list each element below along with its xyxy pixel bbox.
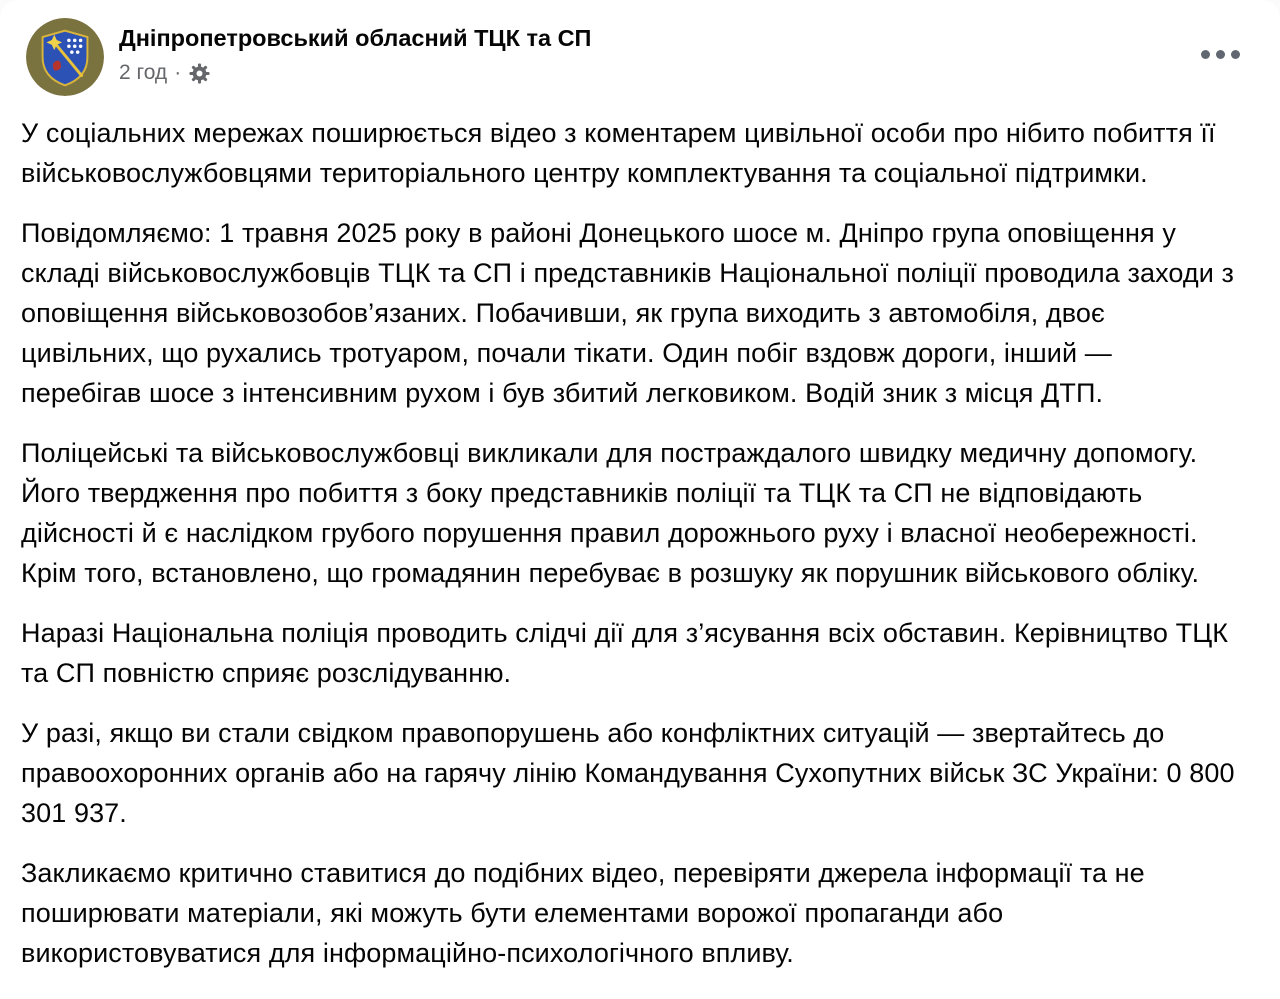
post-meta-row	[119, 61, 1189, 85]
gear-icon	[188, 62, 211, 85]
ellipsis-dot	[1216, 50, 1225, 59]
post-paragraph: Поліцейські та військовослужбовці викликали для постраждалого швидку медичну допомогу. Його твердження про побиття з боку представників поліції та ТЦК та СП не відповідають дійсності й є наслідком грубого порушення правил дорожнього руху і власної необережності. Крім того, встановлено, що громадянин перебуває в розшуку як порушник військового обліку.	[21, 438, 1200, 588]
page-name-link[interactable]: Дніпропетровський обласний ТЦК та СП	[119, 25, 592, 51]
post-header	[0, 0, 1280, 96]
meta-separator: ·	[174, 61, 182, 85]
post-paragraph: Закликаємо критично ставитися до подібних відео, перевіряти джерела інформації та не поширювати матеріали, які можуть бути елементами ворожої пропаганди або використовуватися для інформаційно-психологічного впливу.	[21, 858, 1145, 968]
post-timestamp[interactable]: 2 год	[119, 61, 168, 85]
ellipsis-dot	[1231, 50, 1240, 59]
post-paragraph: У разі, якщо ви стали свідком правопорушень або конфліктних ситуацій — звертайтесь до правоохоронних органів або на гарячу лінію Командування Сухопутних військ ЗС України: 0 800 301 937.	[21, 718, 1235, 828]
post-header-text	[119, 18, 1189, 85]
post-paragraph: Повідомляємо: 1 травня 2025 року в районі Донецького шосе м. Дніпро група оповіщення у складі військовослужбовців ТЦК та СП і представників Національної поліції проводила заходи з оповіщення військовозобов’язаних. Побачивши, як група виходить з автомобіля, двоє цивільних, що рухались тротуаром, почали тікати. Один побіг вздовж дороги, інший — перебігав шосе з інтенсивним рухом і був збитий легковиком. Водій зник з місця ДТП.	[21, 218, 1235, 408]
page-avatar[interactable]	[26, 18, 104, 96]
post-paragraph: У соціальних мережах поширюється відео з коментарем цивільної особи про нібито побиття її військовослужбовцями територіального центру комплектування та соціальної підтримки.	[21, 118, 1216, 188]
post-options-button[interactable]	[1189, 18, 1252, 71]
post-paragraph: Наразі Національна поліція проводить слідчі дії для з’ясування всіх обставин. Керівництво ТЦК та СП повністю сприяє розслідуванню.	[21, 618, 1229, 688]
ellipsis-dot	[1201, 50, 1210, 59]
post-body	[0, 96, 1280, 973]
